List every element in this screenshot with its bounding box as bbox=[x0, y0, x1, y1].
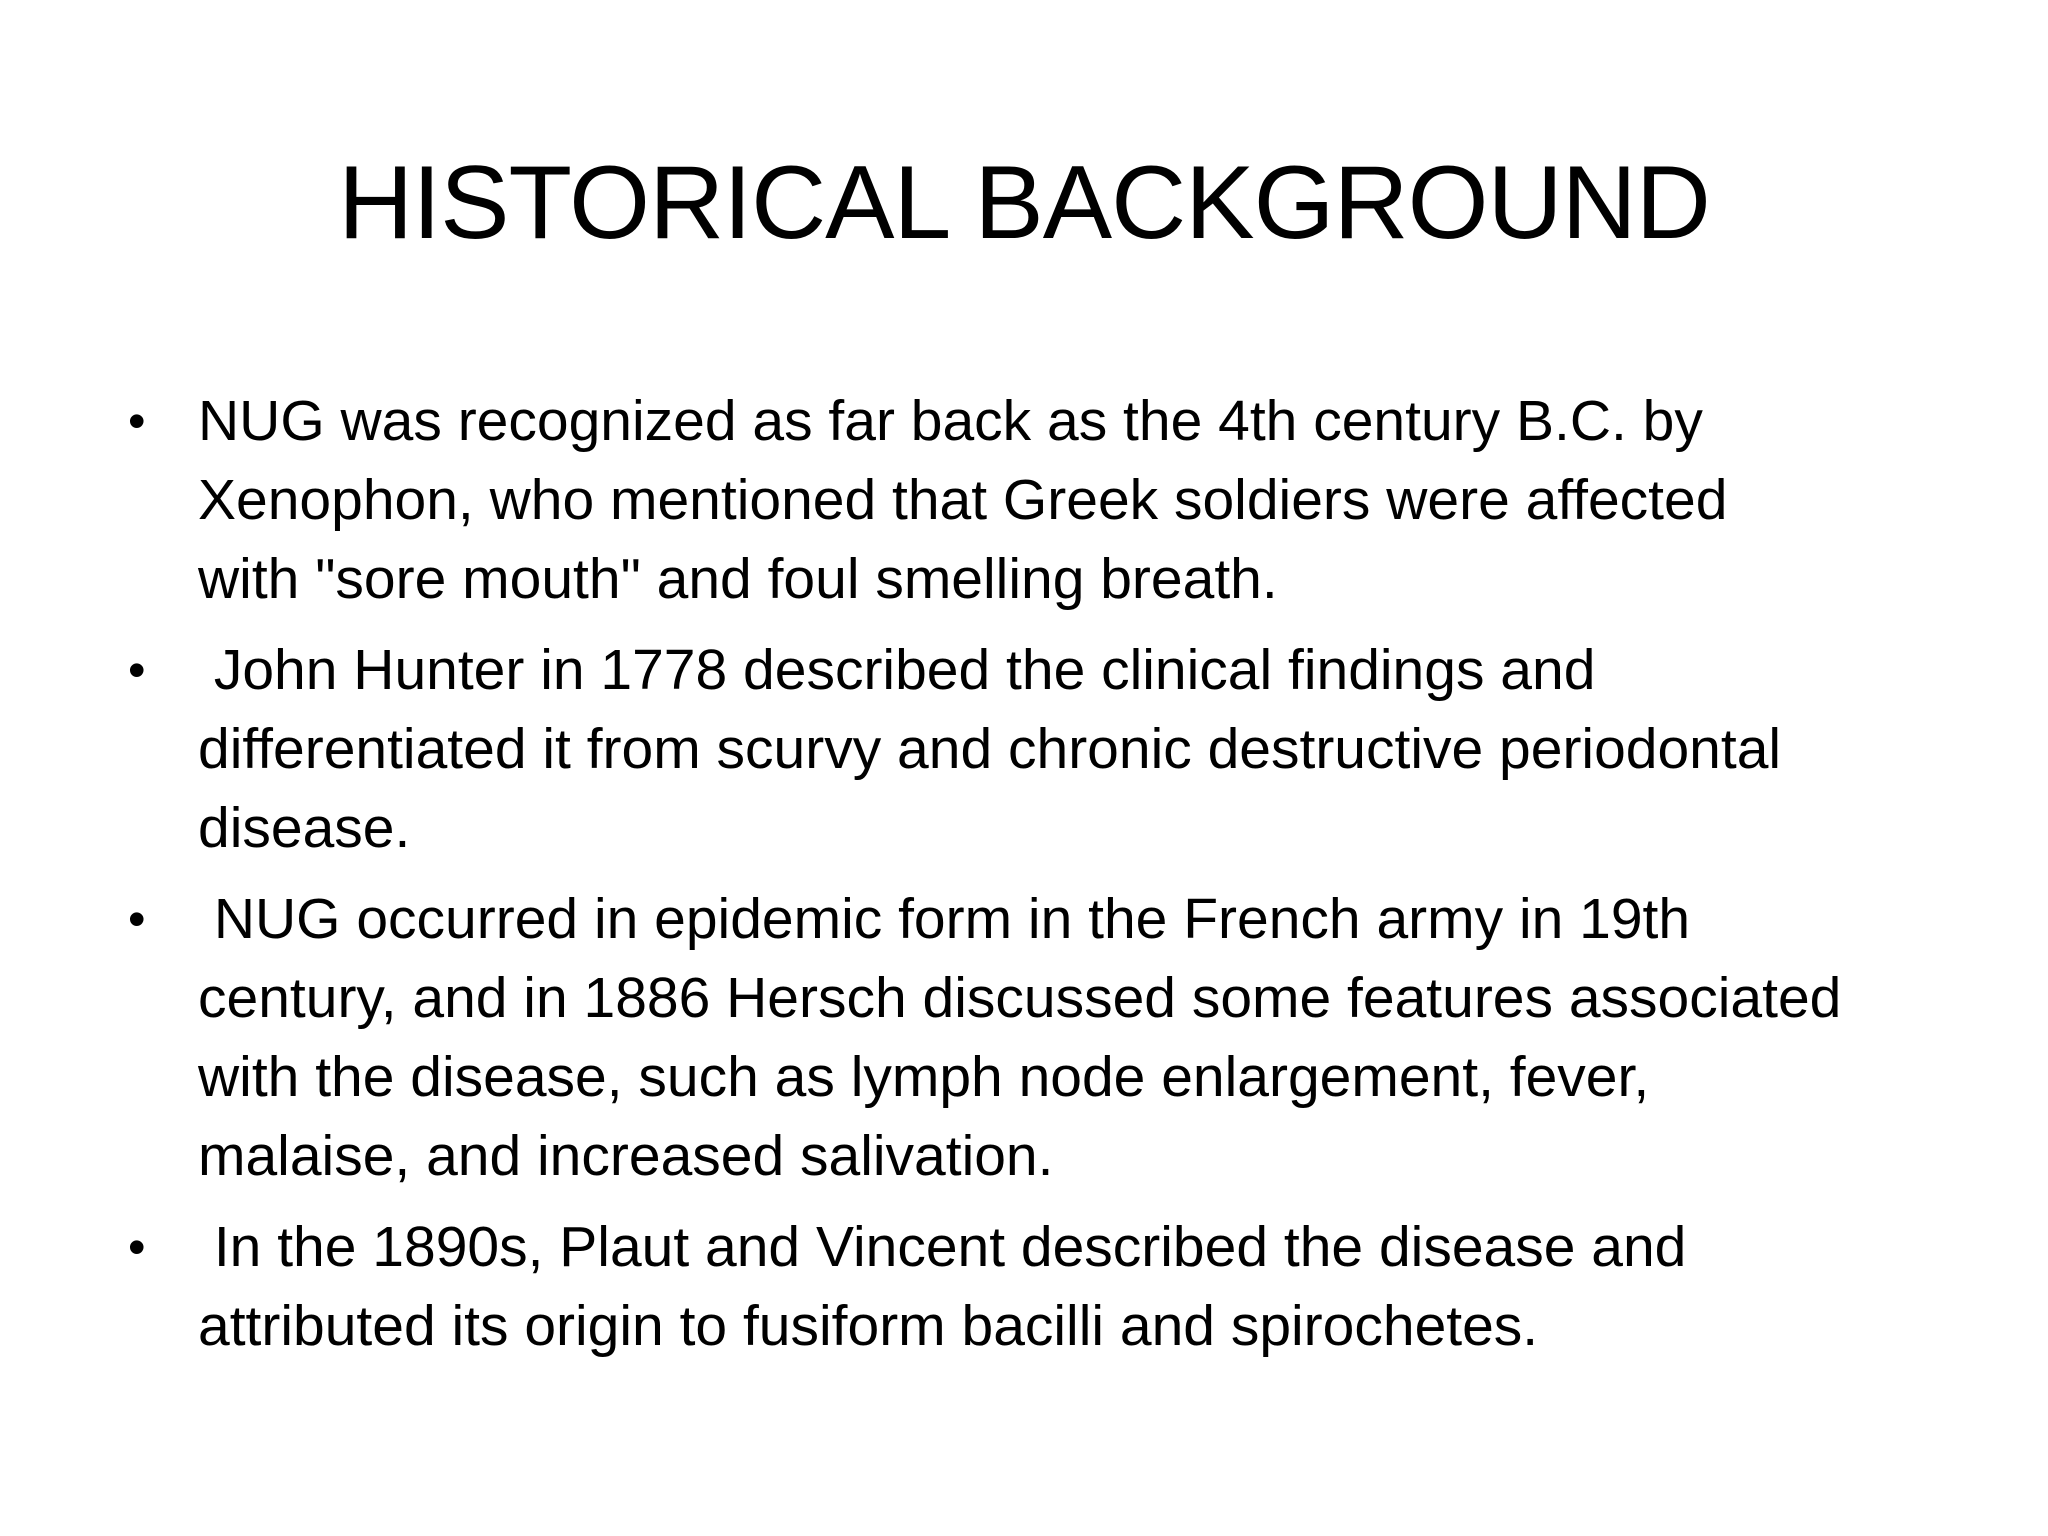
bullet-line: with "sore mouth" and foul smelling breath. bbox=[198, 547, 1278, 611]
slide-title: HISTORICAL BACKGROUND bbox=[338, 145, 1710, 261]
bullet-line: differentiated it from scurvy and chronic destructive periodontal bbox=[198, 717, 1782, 781]
bullet-line: attributed its origin to fusiform bacilli and spirochetes. bbox=[198, 1294, 1539, 1358]
bullet-dot-icon: • bbox=[128, 891, 146, 947]
bullet-list bbox=[118, 382, 1948, 1378]
bullet-line: In the 1890s, Plaut and Vincent described the disease and bbox=[198, 1215, 1687, 1279]
bullet-dot-icon: • bbox=[128, 393, 146, 449]
bullet-item bbox=[118, 631, 1948, 868]
bullet-line: with the disease, such as lymph node enlargement, fever, bbox=[198, 1045, 1650, 1109]
bullet-item bbox=[118, 1208, 1948, 1366]
bullet-item bbox=[118, 382, 1948, 619]
bullet-dot-icon: • bbox=[128, 1219, 146, 1275]
bullet-line: malaise, and increased salivation. bbox=[198, 1124, 1054, 1188]
bullet-line: Xenophon, who mentioned that Greek soldiers were affected bbox=[198, 468, 1728, 532]
bullet-line: NUG was recognized as far back as the 4th century B.C. by bbox=[198, 389, 1703, 453]
bullet-line: disease. bbox=[198, 796, 411, 860]
bullet-line: NUG occurred in epidemic form in the French army in 19th bbox=[198, 887, 1691, 951]
bullet-line: John Hunter in 1778 described the clinical findings and bbox=[198, 638, 1596, 702]
bullet-dot-icon: • bbox=[128, 642, 146, 698]
bullet-item bbox=[118, 880, 1948, 1196]
bullet-line: century, and in 1886 Hersch discussed some features associated bbox=[198, 966, 1842, 1030]
